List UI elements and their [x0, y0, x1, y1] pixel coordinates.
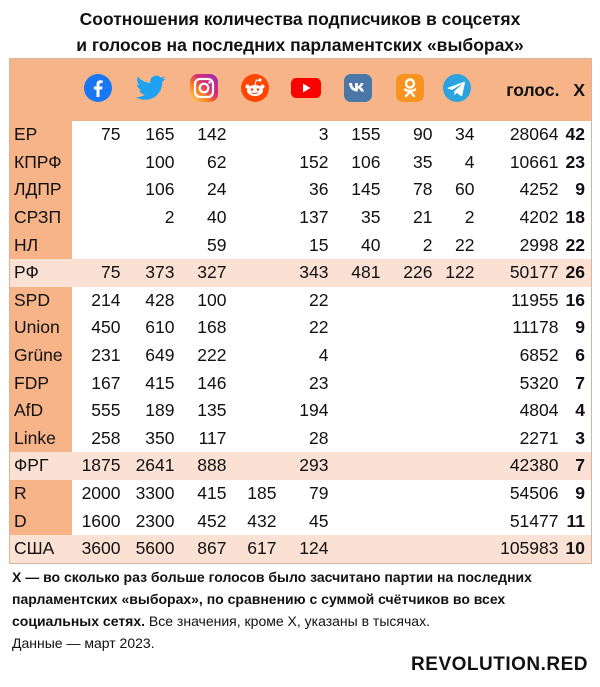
- followers-cell: [332, 397, 384, 425]
- votes-cell: 4202: [519, 207, 559, 228]
- x-cell: 6: [575, 345, 585, 366]
- followers-cell: 450: [91, 317, 121, 338]
- followers-cell: 59: [207, 234, 227, 255]
- votes-cell: 2271: [519, 427, 559, 448]
- followers-cell: [436, 397, 478, 425]
- followers-cell: 610: [145, 317, 175, 338]
- followers-cell: [230, 342, 280, 370]
- followers-cell: [436, 507, 478, 535]
- telegram-icon: [442, 73, 472, 108]
- followers-cell: [384, 507, 436, 535]
- followers-cell: 75: [72, 259, 124, 287]
- votes-cell: 11955: [511, 289, 559, 310]
- x-cell: 16: [565, 289, 585, 310]
- followers-cell: [332, 535, 384, 563]
- row-label: НЛ: [10, 231, 72, 259]
- followers-cell: [332, 342, 384, 370]
- x-cell: 18: [565, 207, 585, 228]
- reddit-icon: [240, 73, 270, 108]
- x-cell: 11: [566, 510, 585, 531]
- row-label: SPD: [10, 287, 72, 315]
- votes-cell: 5320: [519, 372, 559, 393]
- header-corner: [10, 59, 72, 122]
- table-row: [10, 314, 592, 342]
- followers-cell: [72, 204, 124, 232]
- votes-cell: 51477: [509, 510, 559, 531]
- followers-cell: [332, 314, 384, 342]
- followers-cell: 194: [299, 400, 329, 421]
- followers-cell: [332, 369, 384, 397]
- followers-cell: 135: [197, 400, 227, 421]
- followers-cell: [384, 452, 436, 480]
- followers-cell: 4: [464, 151, 475, 172]
- row-label: D: [10, 507, 72, 535]
- odnoklassniki-icon: [395, 73, 425, 108]
- followers-cell: 145: [351, 179, 381, 200]
- votes-cell: 6852: [519, 345, 559, 366]
- row-label: РФ: [10, 259, 72, 287]
- followers-cell: [332, 452, 384, 480]
- followers-cell: [384, 535, 436, 563]
- followers-cell: [230, 176, 280, 204]
- followers-cell: 1875: [72, 452, 124, 480]
- followers-cell: 222: [197, 345, 227, 366]
- followers-cell: [384, 342, 436, 370]
- followers-cell: 293: [280, 452, 332, 480]
- row-label: ФРГ: [10, 452, 72, 480]
- votes-cell: 42380: [478, 452, 562, 480]
- followers-cell: [436, 425, 478, 453]
- followers-cell: 2300: [135, 510, 175, 531]
- followers-cell: 3600: [72, 535, 124, 563]
- vk-icon: [343, 73, 373, 108]
- followers-cell: [436, 480, 478, 508]
- followers-cell: [436, 342, 478, 370]
- followers-cell: [230, 149, 280, 177]
- followers-cell: 258: [91, 427, 121, 448]
- followers-cell: 34: [455, 124, 475, 145]
- table-row: [10, 231, 592, 259]
- followers-cell: [230, 397, 280, 425]
- followers-cell: 343: [280, 259, 332, 287]
- facebook-icon: [83, 73, 113, 108]
- votes-cell: 54506: [509, 483, 559, 504]
- x-cell: 7: [575, 372, 585, 393]
- followers-cell: 415: [197, 483, 227, 504]
- row-label: Grüne: [10, 342, 72, 370]
- site-logo: REVOLUTION.RED: [411, 654, 588, 675]
- followers-cell: [384, 314, 436, 342]
- followers-cell: 22: [309, 289, 329, 310]
- title-line-1: Соотношения количества подписчиков в соцсетях: [79, 9, 521, 29]
- followers-cell: [72, 149, 124, 177]
- table-row: [10, 369, 592, 397]
- followers-cell: 1600: [81, 510, 121, 531]
- followers-cell: 4: [318, 345, 329, 366]
- followers-cell: 867: [178, 535, 230, 563]
- followers-cell: [230, 287, 280, 315]
- followers-cell: 167: [91, 372, 121, 393]
- followers-cell: 40: [361, 234, 381, 255]
- followers-cell: 100: [197, 289, 227, 310]
- followers-cell: [230, 121, 280, 149]
- x-cell: 4: [575, 400, 585, 421]
- followers-cell: [384, 369, 436, 397]
- followers-cell: [384, 425, 436, 453]
- x-cell: 26: [562, 259, 592, 287]
- x-cell: 10: [562, 535, 592, 563]
- x-cell: 22: [565, 234, 585, 255]
- votes-cell: 10661: [509, 151, 559, 172]
- followers-cell: [332, 425, 384, 453]
- followers-cell: [332, 287, 384, 315]
- header-votes: голос.: [478, 59, 562, 122]
- followers-cell: [436, 314, 478, 342]
- table-row: [10, 287, 592, 315]
- followers-cell: 165: [145, 124, 175, 145]
- followers-cell: 373: [124, 259, 178, 287]
- followers-cell: 106: [351, 151, 381, 172]
- instagram-icon: [189, 73, 219, 108]
- followers-cell: [436, 369, 478, 397]
- followers-cell: 90: [413, 124, 433, 145]
- followers-cell: [230, 425, 280, 453]
- row-label: США: [10, 535, 72, 563]
- table-row: [10, 480, 592, 508]
- followers-cell: [332, 507, 384, 535]
- followers-cell: 79: [309, 483, 329, 504]
- followers-cell: 428: [145, 289, 175, 310]
- followers-cell: [230, 231, 280, 259]
- row-label: Linke: [10, 425, 72, 453]
- followers-cell: [230, 314, 280, 342]
- followers-cell: 28: [309, 427, 329, 448]
- footnote-definition: X — во сколько раз больше голосов было засчитано партии на последних парламентских «выборах», по сравнению с суммой счётчиков во всех социальных сетях.: [12, 569, 532, 629]
- followers-cell: 106: [145, 179, 175, 200]
- followers-cell: [384, 287, 436, 315]
- followers-cell: 3300: [135, 483, 175, 504]
- followers-cell: 214: [91, 289, 121, 310]
- followers-cell: [230, 369, 280, 397]
- followers-cell: 649: [145, 345, 175, 366]
- followers-cell: 24: [207, 179, 227, 200]
- footnote-units: Все значения, кроме X, указаны в тысячах.: [145, 613, 430, 629]
- followers-cell: 2: [422, 234, 433, 255]
- followers-cell: 452: [197, 510, 227, 531]
- votes-cell: 28064: [509, 124, 559, 145]
- table-row: [10, 204, 592, 232]
- row-label: R: [10, 480, 72, 508]
- followers-cell: 350: [145, 427, 175, 448]
- title-line-2: и голосов на последних парламентских «выборах»: [76, 35, 524, 55]
- followers-cell: [230, 204, 280, 232]
- footnote: [12, 566, 592, 654]
- table-row: [10, 535, 592, 563]
- row-label: СРЗП: [10, 204, 72, 232]
- followers-cell: 75: [101, 124, 121, 145]
- followers-cell: 189: [145, 400, 175, 421]
- x-cell: 9: [575, 317, 585, 338]
- followers-cell: 146: [197, 372, 227, 393]
- votes-cell: 11178: [512, 317, 559, 338]
- followers-cell: 100: [145, 151, 175, 172]
- followers-cell: 481: [332, 259, 384, 287]
- table-row: [10, 342, 592, 370]
- youtube-icon: [290, 76, 322, 105]
- followers-cell: 185: [247, 483, 277, 504]
- followers-cell: 22: [455, 234, 475, 255]
- table-row: [10, 176, 592, 204]
- followers-cell: [384, 397, 436, 425]
- followers-cell: 23: [309, 372, 329, 393]
- footnote-date: Данные — март 2023.: [12, 635, 155, 651]
- followers-cell: 35: [413, 151, 433, 172]
- followers-cell: 3: [318, 124, 329, 145]
- x-cell: 9: [575, 179, 585, 200]
- table-row: [10, 507, 592, 535]
- table-row: [10, 259, 592, 287]
- votes-cell: 4252: [519, 179, 559, 200]
- followers-cell: [124, 231, 178, 259]
- followers-cell: 415: [145, 372, 175, 393]
- x-cell: 7: [562, 452, 592, 480]
- row-label: FDP: [10, 369, 72, 397]
- followers-cell: 327: [178, 259, 230, 287]
- followers-cell: 555: [91, 400, 121, 421]
- followers-cell: 432: [247, 510, 277, 531]
- chart-title: [0, 6, 600, 58]
- x-cell: 23: [565, 151, 585, 172]
- followers-cell: 117: [198, 427, 227, 448]
- table-row: [10, 149, 592, 177]
- followers-cell: 45: [309, 510, 329, 531]
- followers-cell: [436, 535, 478, 563]
- followers-cell: 888: [178, 452, 230, 480]
- twitter-icon: [136, 75, 166, 106]
- votes-cell: 2998: [519, 234, 559, 255]
- followers-cell: 21: [413, 207, 433, 228]
- followers-cell: 5600: [124, 535, 178, 563]
- followers-cell: [72, 231, 124, 259]
- row-label: КПРФ: [10, 149, 72, 177]
- row-label: ЕР: [10, 121, 72, 149]
- data-table: [9, 58, 592, 564]
- x-cell: 3: [575, 427, 585, 448]
- followers-cell: [436, 287, 478, 315]
- x-cell: 42: [565, 124, 585, 145]
- votes-cell: 50177: [478, 259, 562, 287]
- followers-cell: 2641: [124, 452, 178, 480]
- table-row: [10, 121, 592, 149]
- followers-cell: 40: [207, 207, 227, 228]
- followers-cell: 35: [361, 207, 381, 228]
- followers-cell: 2: [464, 207, 475, 228]
- table-row: [10, 452, 592, 480]
- header-row: [10, 59, 592, 122]
- table-row: [10, 397, 592, 425]
- x-cell: 9: [575, 483, 585, 504]
- followers-cell: 155: [351, 124, 381, 145]
- followers-cell: 36: [309, 179, 329, 200]
- header-x: X: [562, 59, 592, 122]
- followers-cell: 60: [455, 179, 475, 200]
- followers-cell: 168: [197, 317, 227, 338]
- followers-cell: 22: [309, 317, 329, 338]
- row-label: Union: [10, 314, 72, 342]
- followers-cell: 617: [230, 535, 280, 563]
- votes-cell: 4804: [519, 400, 559, 421]
- followers-cell: [332, 480, 384, 508]
- followers-cell: [230, 452, 280, 480]
- row-label: AfD: [10, 397, 72, 425]
- followers-cell: 2: [164, 207, 175, 228]
- row-label: ЛДПР: [10, 176, 72, 204]
- followers-cell: 226: [384, 259, 436, 287]
- followers-cell: 124: [280, 535, 332, 563]
- table-body: [10, 121, 592, 563]
- followers-cell: 122: [436, 259, 478, 287]
- followers-cell: 231: [91, 345, 121, 366]
- followers-cell: 152: [299, 151, 329, 172]
- followers-cell: [384, 480, 436, 508]
- followers-cell: 15: [309, 234, 329, 255]
- followers-cell: 142: [197, 124, 227, 145]
- table-row: [10, 425, 592, 453]
- followers-cell: [230, 259, 280, 287]
- followers-cell: 137: [299, 207, 329, 228]
- followers-cell: [436, 452, 478, 480]
- followers-cell: 78: [413, 179, 433, 200]
- followers-cell: 2000: [81, 483, 121, 504]
- votes-cell: 105983: [478, 535, 562, 563]
- followers-cell: 62: [207, 151, 227, 172]
- followers-cell: [72, 176, 124, 204]
